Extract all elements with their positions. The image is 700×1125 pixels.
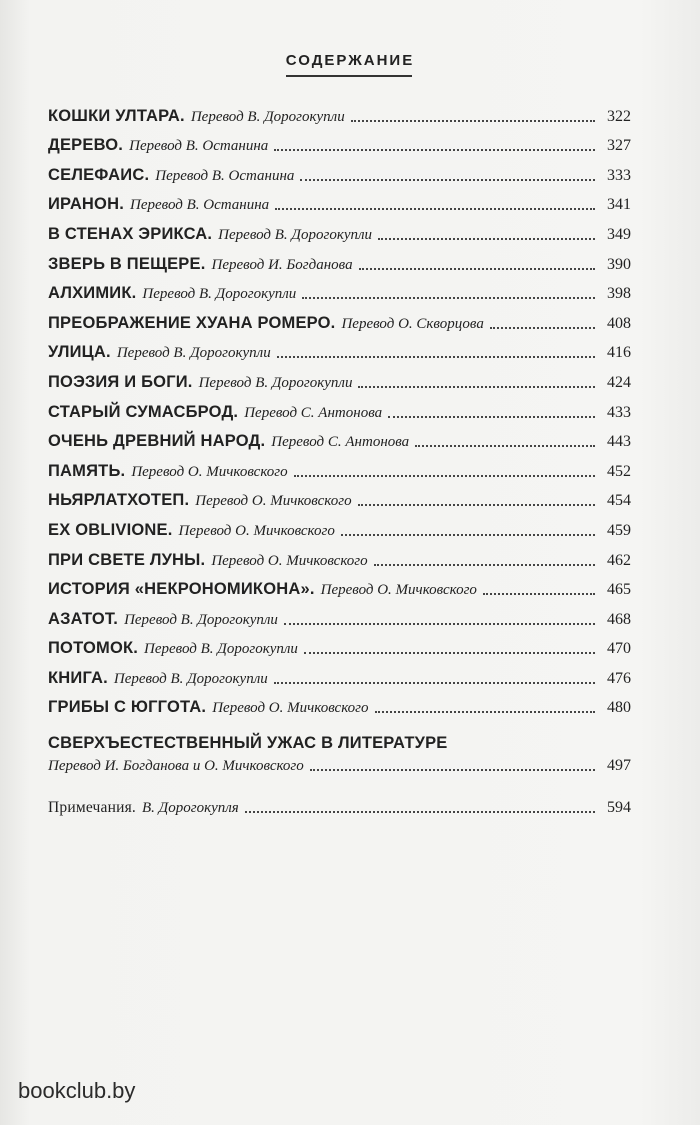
entry-title: УЛИЦА. xyxy=(48,343,111,362)
entry-translator: Перевод О. Мичковского xyxy=(131,463,288,480)
dot-leader xyxy=(358,504,595,506)
entry-title: ОЧЕНЬ ДРЕВНИЙ НАРОД. xyxy=(48,432,266,451)
entry-page-number: 390 xyxy=(607,255,631,273)
entry-title: КНИГА. xyxy=(48,668,108,687)
entry-page-number: 497 xyxy=(607,757,631,775)
entry-translator: Перевод О. Мичковского xyxy=(211,552,368,569)
dot-leader xyxy=(304,652,595,654)
dot-leader xyxy=(341,534,595,536)
entry-title: ДЕРЕВО. xyxy=(48,136,124,155)
toc-entry xyxy=(48,422,631,452)
entry-page-number: 452 xyxy=(607,462,631,480)
toc-entry xyxy=(48,451,631,481)
entry-page-number: 416 xyxy=(607,344,631,362)
entry-title: СЕЛЕФАИС. xyxy=(48,165,150,184)
entry-page-number: 480 xyxy=(607,699,631,717)
entry-translator: Перевод В. Останина xyxy=(129,197,270,214)
entry-title: ПРЕОБРАЖЕНИЕ ХУАНА РОМЕРО. xyxy=(48,313,336,332)
notes-title: Примечания. xyxy=(48,799,137,817)
toc-entry xyxy=(48,688,631,718)
entry-translator: Перевод В. Дорогокупли xyxy=(142,286,297,303)
entry-page-number: 398 xyxy=(607,285,631,303)
entry-page-number: 349 xyxy=(607,225,631,243)
dot-leader xyxy=(302,297,595,299)
entry-page-number: 443 xyxy=(607,433,631,451)
toc-entry xyxy=(48,214,631,244)
entry-title: АЛХИМИК. xyxy=(48,284,137,303)
dot-leader xyxy=(388,416,595,418)
toc-entry-multiline xyxy=(48,717,631,775)
entry-translator: Перевод В. Останина xyxy=(129,138,269,155)
entry-translator: Перевод О. Мичковского xyxy=(195,493,352,510)
entry-translator: Перевод С. Антонова xyxy=(244,404,383,421)
entry-title: ИРАНОН. xyxy=(48,195,124,214)
entry-page-number: 322 xyxy=(607,107,631,125)
toc-entry xyxy=(48,274,631,304)
entry-translator: Перевод В. Дорогокупли xyxy=(113,670,268,687)
entry-translator: Перевод В. Дорогокупли xyxy=(198,374,353,391)
entry-page-number: 476 xyxy=(607,669,631,687)
entry-page-number: 459 xyxy=(607,521,631,539)
dot-leader xyxy=(415,445,595,447)
dot-leader xyxy=(274,149,595,151)
toc-entry xyxy=(48,362,631,392)
entry-title: В СТЕНАХ ЭРИКСА. xyxy=(48,224,213,243)
toc-entry xyxy=(48,392,631,422)
entry-title: EX OBLIVIONE. xyxy=(48,520,173,539)
entry-page-number: 433 xyxy=(607,403,631,421)
dot-leader xyxy=(351,120,595,122)
entry-translator: Перевод И. Богданова xyxy=(211,256,353,273)
dot-leader xyxy=(300,179,595,181)
entry-title: ИСТОРИЯ «НЕКРОНОМИКОНА». xyxy=(48,580,315,599)
toc-entry xyxy=(48,540,631,570)
toc-entry xyxy=(48,658,631,688)
page-title: СОДЕРЖАНИЕ xyxy=(285,52,415,69)
entry-title: СВЕРХЪЕСТЕСТВЕННЫЙ УЖАС В ЛИТЕРАТУРЕ xyxy=(48,734,448,753)
notes-page-number: 594 xyxy=(607,799,631,817)
toc-entry xyxy=(48,155,631,185)
dot-leader xyxy=(378,238,595,240)
entry-translator: Перевод В. Дорогокупли xyxy=(190,108,345,125)
dot-leader xyxy=(277,356,595,358)
dot-leader xyxy=(294,475,595,477)
entry-translator: Перевод В. Останина xyxy=(155,167,295,184)
entry-page-number: 465 xyxy=(607,581,631,599)
dot-leader xyxy=(284,623,595,625)
dot-leader xyxy=(359,268,595,270)
entry-page-number: 408 xyxy=(607,314,631,332)
entry-title: ПОТОМОК. xyxy=(48,639,139,658)
toc-entry xyxy=(48,481,631,511)
dot-leader xyxy=(490,327,595,329)
dot-leader xyxy=(310,769,595,771)
entry-translator: Перевод О. Мичковского xyxy=(212,700,369,717)
toc-entry xyxy=(48,185,631,215)
entry-translator: Перевод В. Дорогокупли xyxy=(116,345,271,362)
entry-title: ГРИБЫ С ЮГГОТА. xyxy=(48,698,207,717)
entry-page-number: 327 xyxy=(607,137,631,155)
entry-title: АЗАТОТ. xyxy=(48,609,119,628)
dot-leader xyxy=(274,682,595,684)
entry-title: НЬЯРЛАТХОТЕП. xyxy=(48,491,190,510)
entry-title: ПРИ СВЕТЕ ЛУНЫ. xyxy=(48,550,206,569)
entry-translator: Перевод О. Мичковского xyxy=(178,522,335,539)
entry-translator: Перевод В. Дорогокупли xyxy=(218,226,373,243)
dot-leader xyxy=(275,208,595,210)
entry-translator: Перевод И. Богданова и О. Мичковского xyxy=(48,758,304,775)
entry-page-number: 424 xyxy=(607,373,631,391)
entry-page-number: 462 xyxy=(607,551,631,569)
entry-translator: Перевод В. Дорогокупли xyxy=(124,611,278,628)
toc-entry xyxy=(48,96,631,126)
entry-page-number: 468 xyxy=(607,610,631,628)
notes-author: В. Дорогокупля xyxy=(142,800,239,817)
table-of-contents xyxy=(48,96,631,817)
toc-entry xyxy=(48,599,631,629)
dot-leader xyxy=(375,711,595,713)
entry-page-number: 454 xyxy=(607,492,631,510)
entry-translator: Перевод О. Скворцова xyxy=(341,315,484,332)
dot-leader xyxy=(483,593,595,595)
toc-notes-entry xyxy=(48,787,631,817)
toc-entry xyxy=(48,510,631,540)
entry-translator: Перевод С. Антонова xyxy=(271,434,410,451)
entry-title: ПАМЯТЬ. xyxy=(48,461,126,480)
entry-title: ЗВЕРЬ В ПЕЩЕРЕ. xyxy=(48,254,206,273)
dot-leader xyxy=(374,564,595,566)
entry-page-number: 341 xyxy=(607,196,631,214)
entry-title: СТАРЫЙ СУМАСБРОД. xyxy=(48,402,239,421)
toc-entry xyxy=(48,570,631,600)
entry-page-number: 470 xyxy=(607,640,631,658)
toc-entry xyxy=(48,333,631,363)
entry-title: ПОЭЗИЯ И БОГИ. xyxy=(48,372,193,391)
dot-leader xyxy=(358,386,595,388)
site-watermark: bookclub.by xyxy=(18,1078,136,1103)
title-underline xyxy=(286,75,412,77)
toc-entry xyxy=(48,244,631,274)
entry-title: КОШКИ УЛТАРА. xyxy=(48,106,185,125)
dot-leader xyxy=(245,811,595,813)
entry-translator: Перевод В. Дорогокупли xyxy=(144,641,298,658)
toc-entry xyxy=(48,303,631,333)
toc-entry xyxy=(48,629,631,659)
entry-translator: Перевод О. Мичковского xyxy=(320,582,477,599)
entry-page-number: 333 xyxy=(607,166,631,184)
toc-entry xyxy=(48,126,631,156)
